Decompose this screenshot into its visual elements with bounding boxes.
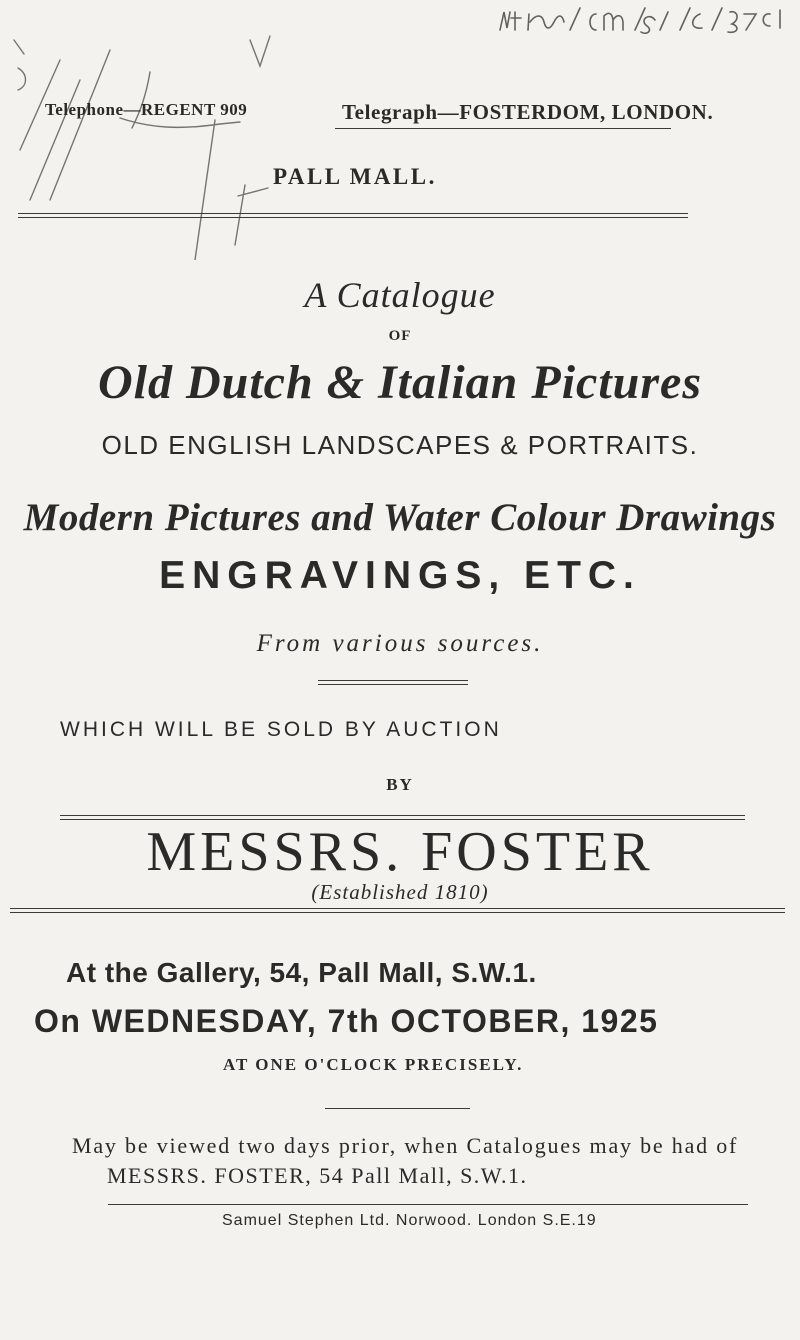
by-label: BY (386, 775, 414, 794)
modern-pictures-title: Modern Pictures and Water Colour Drawings (23, 496, 777, 539)
viewing-notice: May be viewed two days prior, when Catalogues may be had of (72, 1133, 739, 1158)
sale-time: AT ONE O'CLOCK PRECISELY. (223, 1055, 524, 1074)
venue-divider (325, 1108, 470, 1109)
engravings-title: ENGRAVINGS, ETC. (159, 554, 641, 597)
printer-imprint: Samuel Stephen Ltd. Norwood. London S.E.19 (222, 1212, 597, 1229)
gallery-location: At the Gallery, 54, Pall Mall, S.W.1. (66, 957, 537, 988)
auctioneer-name: MESSRS. FOSTER (146, 821, 654, 883)
catalogue-heading: A Catalogue (304, 275, 496, 315)
auctioneer-rule-bottom (10, 908, 785, 913)
street-address: PALL MALL. (273, 164, 437, 189)
title-divider (318, 680, 468, 685)
telegraph-address: Telegraph—FOSTERDOM, LONDON. (342, 100, 714, 124)
footer-rule (108, 1204, 748, 1205)
sold-by-auction: WHICH WILL BE SOLD BY AUCTION (60, 718, 502, 741)
header-divider (18, 213, 688, 218)
catalogue-address: MESSRS. FOSTER, 54 Pall Mall, S.W.1. (107, 1163, 528, 1188)
old-dutch-italian-title: Old Dutch & Italian Pictures (97, 356, 703, 409)
sources-line: From various sources. (256, 630, 544, 657)
established-year: (Established 1810) (311, 880, 489, 904)
telephone-number: Telephone—REGENT 909 (45, 100, 248, 119)
of-label: OF (388, 328, 412, 344)
english-landscapes-title: OLD ENGLISH LANDSCAPES & PORTRAITS. (101, 430, 699, 460)
pencil-annotation (0, 0, 800, 260)
sale-date: On WEDNESDAY, 7th OCTOBER, 1925 (34, 1003, 659, 1039)
header-rule (335, 128, 671, 129)
